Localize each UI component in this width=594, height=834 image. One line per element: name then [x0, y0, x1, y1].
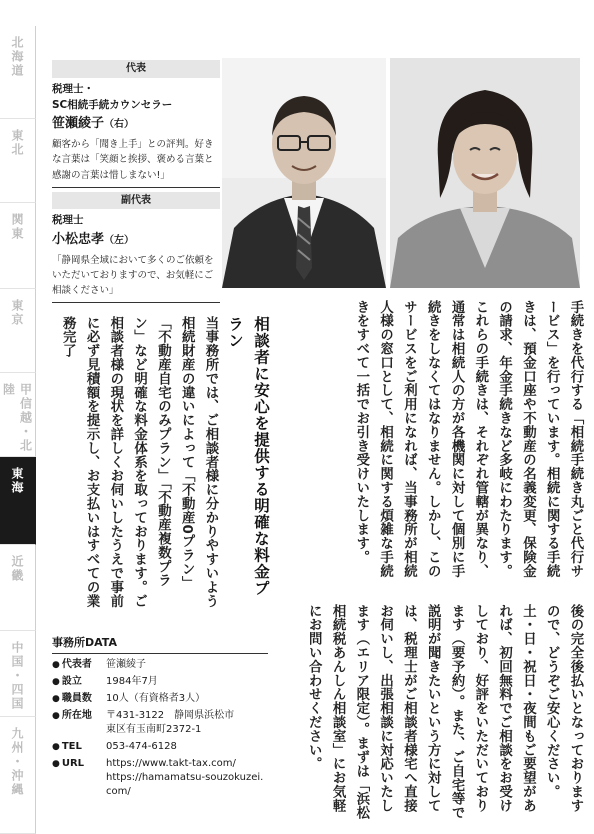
rep-description: 顧客から「聞き上手」との評判。好きな言葉は「笑顔と挨拶、褒める言葉と感謝の言葉は惜しまない!」 — [52, 137, 220, 188]
office-data-title: 事務所DATA — [52, 634, 268, 654]
office-row-staff: ● 職員数 10人（有資格者3人） — [52, 692, 268, 706]
photo-vice-representative — [222, 58, 386, 288]
office-url-link[interactable]: https://www.takt-tax.com/ https://hamamatsu-souzokuzei. com/ — [106, 758, 264, 797]
office-data — [52, 634, 268, 802]
rep-name: 笹瀬綾子（右） — [52, 116, 135, 132]
office-row-url: ● URL https://www.takt-tax.com/ https://hamamatsu-souzokuzei. com/ — [52, 757, 268, 799]
vice-title: 税理士 — [52, 214, 84, 227]
tab-chugoku-shikoku[interactable]: 中国・四国 — [0, 631, 36, 717]
office-row-representative: ● 代表者 笹瀬綾子 — [52, 658, 268, 672]
vice-name: 小松忠孝（左） — [52, 231, 135, 247]
tab-kyushu-okinawa[interactable]: 九州・沖縄 — [0, 717, 36, 834]
tab-koshinetsu-hokuriku[interactable]: 甲信越・北陸 — [0, 373, 36, 457]
office-row-tel: ● TEL 053-474-6128 — [52, 740, 268, 754]
representative-info — [52, 60, 220, 307]
tab-kinki[interactable]: 近畿 — [0, 545, 36, 631]
region-tabs — [0, 26, 36, 834]
vice-description: 「静岡県全域において多くのご依頼をいただいておりますので、お気軽にご相談ください」 — [52, 253, 220, 304]
tab-tokyo[interactable]: 東京 — [0, 289, 36, 373]
rep-title: 税理士・ SC相続手続カウンセラー — [52, 82, 173, 111]
body-column-a: 手続きを代行する「相続手続き丸ごと代行サービス」を行っています。相続に関する手続きは、預金口座や不動産の名義変更、保険金の請求、年金手続きなど多岐にわたります。これらの手続きは、それぞれ管轄が異なり、通常は相続人の方が各機関に対して個別に手続きをしなくてはなりません。しかし、このサービスをご利用になれば、当事務所が相続人様の窓口として、相続に関する煩雑な手続きをすべて一括でお引き受けいたします。 — [353, 300, 583, 578]
office-row-established: ● 設立 1984年7月 — [52, 675, 268, 689]
vice-heading: 副代表 — [52, 192, 220, 210]
office-row-address: ● 所在地 〒431-3122 静岡県浜松市 東区有玉南町2372-1 — [52, 709, 268, 737]
rep-heading: 代表 — [52, 60, 220, 78]
body-column-c: 後の完全後払いとなっておりますので、どうぞご安心ください。土・日・祝日・夜間もご要望があれば、初回無料でご相談をお受けしており、好評をいただいております（要予約）。また、ご自宅等で説明が聞きたいという方に対しては、税理士がご相談者様宅へ直接お伺いし、出張相談に対応いたします（エリア限定）。まずは「浜松相続税あんしん相談室」にお気軽にお問い合わせください。 — [306, 604, 583, 820]
section-heading-pricing: 相談者に安心を提供する明確な料金プラン — [226, 316, 270, 597]
tab-kanto[interactable]: 関東 — [0, 203, 36, 289]
tab-hokkaido[interactable]: 北海道 — [0, 26, 36, 119]
photo-representative — [390, 58, 580, 288]
tab-tohoku[interactable]: 東北 — [0, 119, 36, 203]
body-column-b: 当事務所では、ご相談者様に分かりやすいよう相続財産の違いによって「不動産0プラン」「不動産自宅のみプラン」「不動産複数プラン」など明確な料金体系を取っております。ご相談者様の現状を詳しくお伺いしたうえで事前に必ず見積額を提示し、お支払いはすべての業務完了 — [60, 316, 218, 608]
tab-tokai[interactable]: 東海 — [0, 457, 36, 545]
